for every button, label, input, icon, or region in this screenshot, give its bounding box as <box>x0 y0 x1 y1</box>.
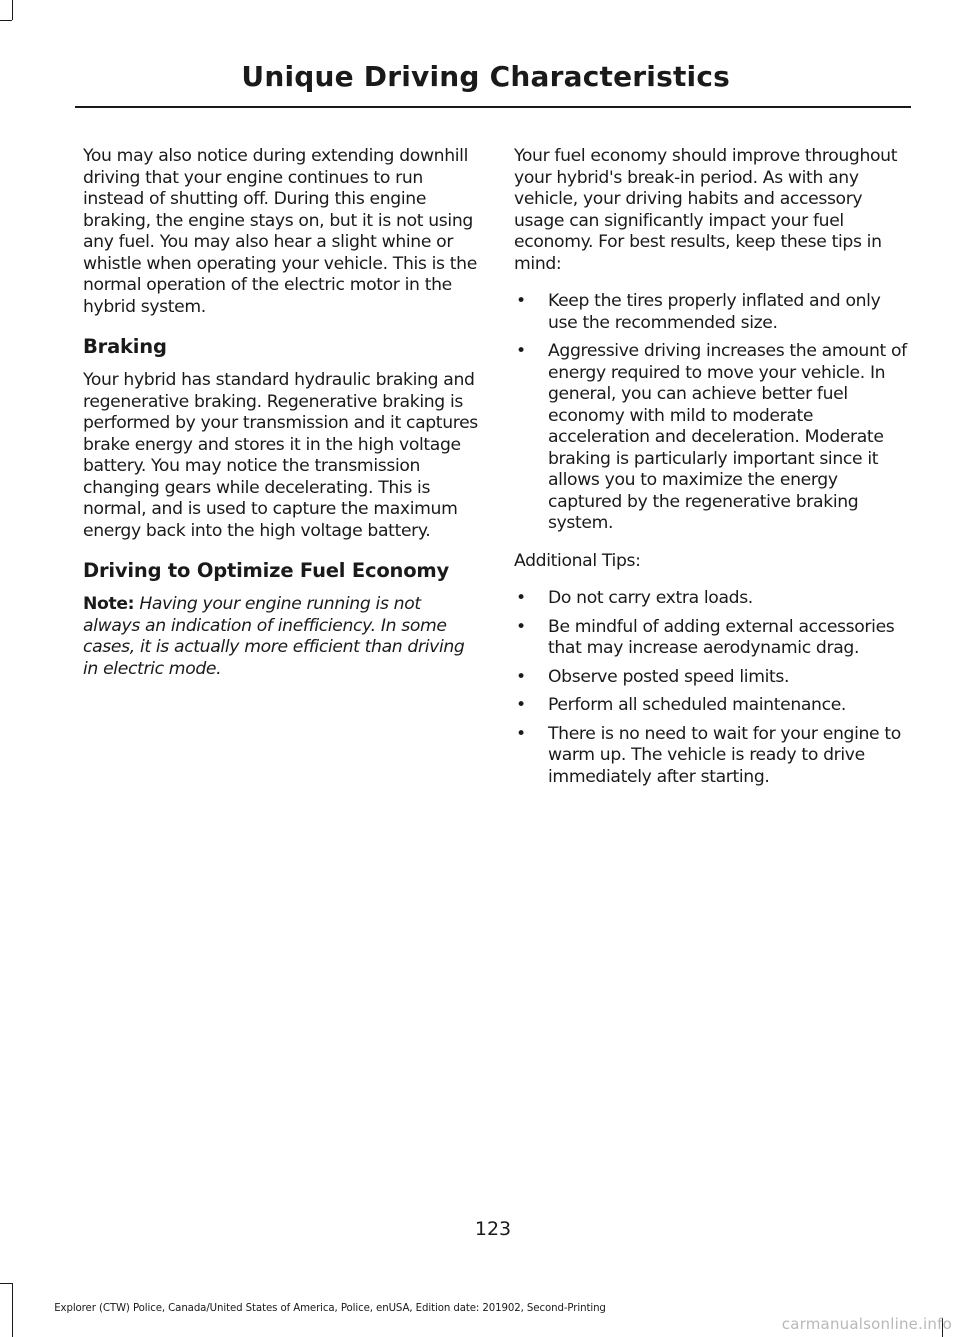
note-label: Note: <box>83 594 135 614</box>
list-item-text: Do not carry extra loads. <box>548 588 753 608</box>
list-item-text: Keep the tires properly inflated and only use the recommended size. <box>548 291 881 333</box>
bullet-icon: • <box>516 666 526 687</box>
edition-footer: Explorer (CTW) Police, Canada/United States of America, Police, enUSA, Edition date: 201902, Second-Printing <box>54 1303 606 1314</box>
braking-heading: Braking <box>83 335 167 358</box>
list-item-text: Be mindful of adding external accessories that may increase aerodynamic drag. <box>548 616 895 658</box>
additional-tips-list <box>514 588 912 788</box>
page-title: Unique Driving Characteristics <box>241 60 730 93</box>
list-item <box>514 617 912 660</box>
list-item <box>514 695 912 717</box>
list-item <box>514 588 912 610</box>
left-column <box>83 146 481 696</box>
list-item <box>514 724 912 789</box>
page-number: 123 <box>474 1218 512 1240</box>
note-text: Having your engine running is not always an indication of inefficiency. In some cases, it is actually more efficient than driving in electric mode. <box>83 594 465 679</box>
crop-mark-top-left <box>12 0 13 20</box>
tips-list <box>514 291 912 535</box>
engine-braking-paragraph: You may also notice during extending downhill driving that your engine continues to run instead of shutting off. During this engine braking, the engine stays on, but it is not using any fuel. You may also hear a slight whine or whistle when operating your vehicle. This is the normal operation of the electric motor in the hybrid system. <box>83 146 477 317</box>
additional-tips-label: Additional Tips: <box>514 550 641 571</box>
right-column <box>514 146 912 804</box>
list-item-text: Aggressive driving increases the amount of energy required to move your vehicle. In general, you can achieve better fuel economy with mild to moderate acceleration and deceleration. Moderate braking is particularly important since it allows you to maximize the energy captured by the regenerative braking system. <box>548 341 907 533</box>
bullet-icon: • <box>516 588 526 608</box>
watermark: carmanualsonline.info <box>781 1315 952 1333</box>
list-item-text: Perform all scheduled maintenance. <box>548 695 847 715</box>
bullet-icon: • <box>516 341 526 361</box>
note-paragraph <box>83 594 481 680</box>
fuel-economy-intro-paragraph: Your fuel economy should improve throughout your hybrid's break-in period. As with any vehicle, your driving habits and accessory usage can significantly impact your fuel economy. For best results, keep these tips in mind: <box>514 146 898 274</box>
list-item <box>514 667 912 689</box>
bullet-icon: • <box>516 616 526 637</box>
list-item-text: Observe posted speed limits. <box>548 666 790 687</box>
fuel-economy-heading: Driving to Optimize Fuel Economy <box>83 559 450 582</box>
header-divider <box>75 106 911 108</box>
crop-mark-bottom-left-h <box>0 1283 12 1284</box>
bullet-icon: • <box>516 291 526 311</box>
list-item <box>514 341 912 535</box>
braking-paragraph: Your hybrid has standard hydraulic braking and regenerative braking. Regenerative braking is performed by your transmission and it captures brake energy and stores it in the high voltage battery. You may notice the transmission changing gears while decelerating. This is normal, and is used to capture the maximum energy back into the high voltage battery. <box>83 370 478 541</box>
list-item-text: There is no need to wait for your engine to warm up. The vehicle is ready to drive immediately after starting. <box>548 723 901 787</box>
crop-mark-top-left-h <box>0 20 12 21</box>
bullet-icon: • <box>516 723 526 744</box>
list-item <box>514 291 912 334</box>
bullet-icon: • <box>516 695 526 715</box>
